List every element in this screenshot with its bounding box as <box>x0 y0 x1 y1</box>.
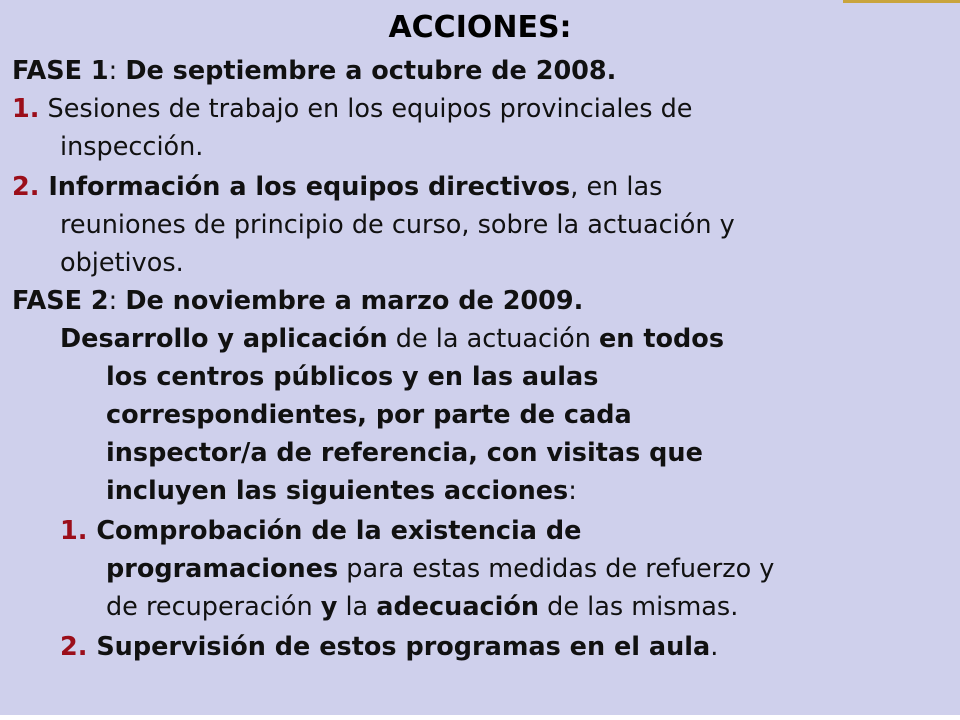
fase1-item2-bold: Información a los equipos directivos <box>39 172 571 202</box>
fase2-intro-line2: los centros públicos y en las aulas <box>106 362 599 392</box>
fase2-item1-normal-l3a: de recuperación <box>106 592 321 622</box>
fase2-intro-l5-end: : <box>568 476 577 506</box>
fase2-item2-end: . <box>710 632 719 662</box>
fase1-dates: De septiembre a octubre de 2008. <box>125 56 617 86</box>
fase2-intro-l5-bold: incluyen las siguientes acciones <box>106 476 569 506</box>
fase2-intro-line4: inspector/a de referencia, con visitas que <box>106 438 703 468</box>
fase1-sep: : <box>108 56 126 86</box>
fase1-item1-text: Sesiones de trabajo en los equipos provinciales de <box>39 94 693 124</box>
fase2-item1-number: 1. <box>60 516 88 546</box>
fase2-item1-normal-l2: para estas medidas de refuerzo y <box>338 554 775 584</box>
fase1-item1-text-cont: inspección. <box>60 132 204 162</box>
fase1-item2-line2 <box>60 206 735 244</box>
fase1-heading <box>12 52 616 90</box>
fase2-item1-bold-l2: programaciones <box>106 554 339 584</box>
fase2-intro-line3: correspondientes, por parte de cada <box>106 400 632 430</box>
fase2-heading <box>12 282 583 320</box>
fase2-item1-line3 <box>106 588 738 626</box>
fase2-intro-bold2: en todos <box>599 324 725 354</box>
fase2-item1-bold-l3a: y <box>320 592 338 622</box>
fase2-dates: De noviembre a marzo de 2009. <box>125 286 584 316</box>
fase2-item1-bold-l3b: adecuación <box>376 592 540 622</box>
fase2-item1-normal-l3c: de las mismas. <box>539 592 739 622</box>
fase1-item2-line1 <box>12 168 662 206</box>
fase2-item2-number: 2. <box>60 632 88 662</box>
fase2-item1-bold: Comprobación de la existencia de <box>87 516 582 546</box>
fase1-label: FASE 1 <box>12 56 109 86</box>
fase2-item1-line2 <box>106 550 774 588</box>
fase2-item2-line1 <box>60 628 718 666</box>
fase2-label: FASE 2 <box>12 286 109 316</box>
fase1-item2-text: , en las <box>570 172 663 202</box>
fase1-item2-line3 <box>60 244 184 282</box>
fase2-item2-bold: Supervisión de estos programas en el aula <box>87 632 711 662</box>
fase1-item2-text-l2: reuniones de principio de curso, sobre la actuación y <box>60 210 735 240</box>
fase2-item1-line1 <box>60 512 581 550</box>
fase1-item1-line1 <box>12 90 692 128</box>
fase1-item1-line2 <box>60 128 203 166</box>
fase2-intro-line5 <box>106 472 577 510</box>
slide-title: ACCIONES: <box>388 10 572 45</box>
fase2-item1-normal-l3b: la <box>337 592 377 622</box>
fase1-item2-text-l3: objetivos. <box>60 248 184 278</box>
fase2-sep: : <box>108 286 126 316</box>
fase2-intro-line1 <box>60 320 724 358</box>
accent-bar <box>843 0 960 3</box>
fase2-intro-bold1: Desarrollo y aplicación <box>60 324 388 354</box>
fase1-item1-number: 1. <box>12 94 40 124</box>
fase1-item2-number: 2. <box>12 172 40 202</box>
fase2-intro-normal1: de la actuación <box>387 324 600 354</box>
